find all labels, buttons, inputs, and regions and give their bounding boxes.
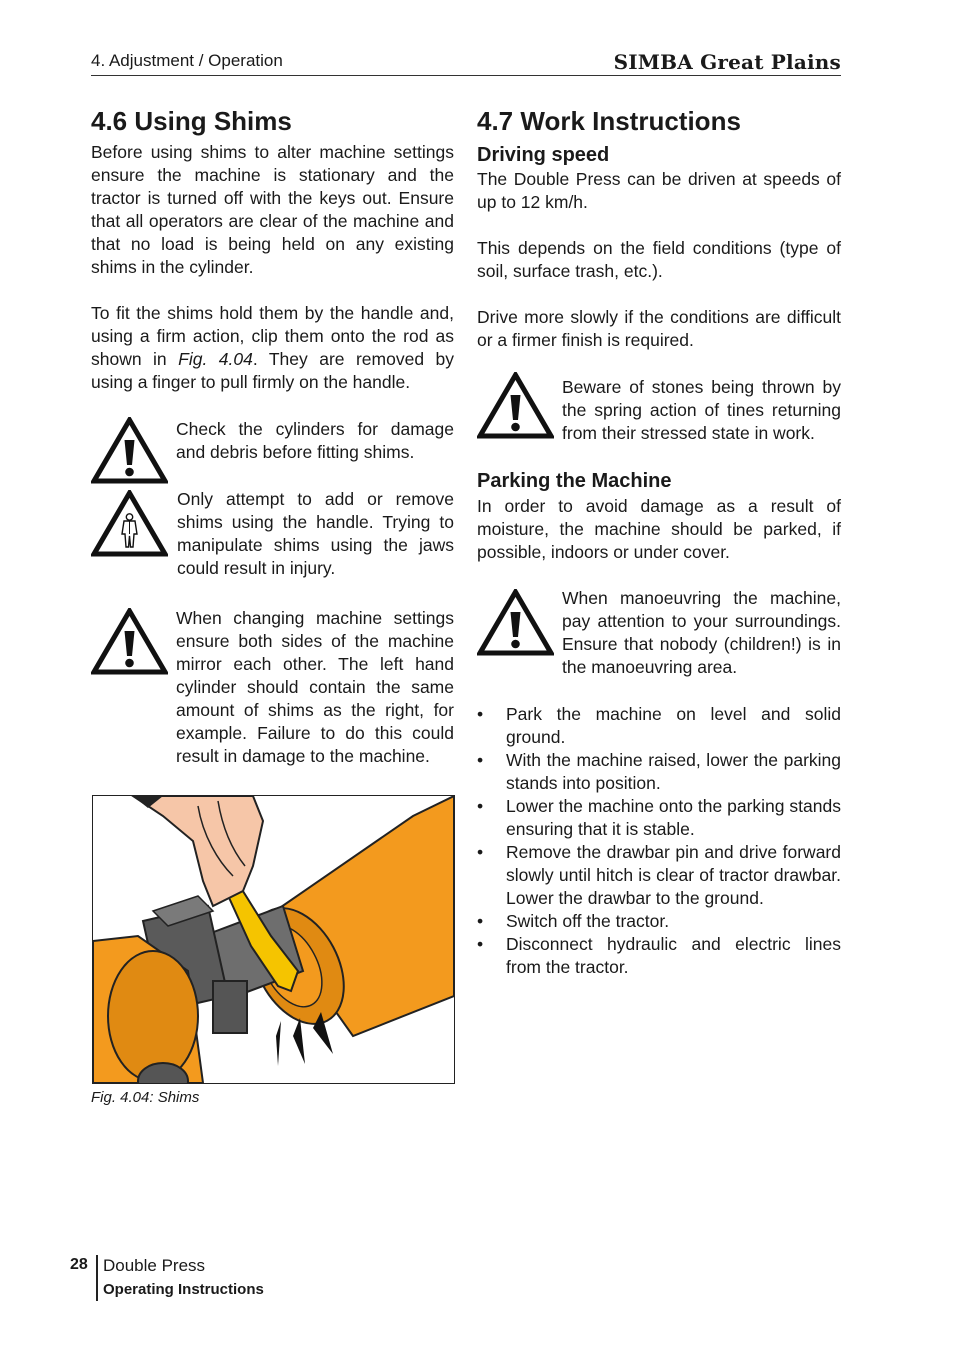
driving-paragraph-3: Drive more slowly if the conditions are difficult or a firmer finish is required. <box>477 307 841 350</box>
section-title-work-instructions: 4.7 Work Instructions <box>477 106 741 136</box>
using-shims-paragraph-1: Before using shims to alter machine settings ensure the machine is stationary and the tractor is turned off with the keys out. Ensure that all operators are clear of the machine and that no load is being held on any existing shims in the cylinder. <box>91 142 454 277</box>
warning-triangle-icon <box>91 417 168 484</box>
figure-shims-illustration <box>92 795 455 1084</box>
section-title-using-shims: 4.6 Using Shims <box>91 106 292 136</box>
figure-caption: Fig. 4.04: Shims <box>91 1089 200 1106</box>
header-section-label: 4. Adjustment / Operation <box>91 51 283 70</box>
hand-illustration <box>133 796 263 906</box>
warning-triangle-icon <box>91 608 168 675</box>
warning-text-check-cylinders: Check the cylinders for damage and debris before fitting shims. <box>176 419 454 462</box>
driving-paragraph-1: The Double Press can be driven at speeds of up to 12 km/h. <box>477 169 841 212</box>
list-item: • Park the machine on level and solid ground. <box>477 703 841 749</box>
warning-text-use-handle: Only attempt to add or remove shims using the handle. Trying to manipulate shims using the jaws could result in injury. <box>177 489 454 578</box>
protective-clothing-icon <box>91 490 168 557</box>
footer-document-subtitle: Operating Instructions <box>103 1281 264 1298</box>
parking-steps-list <box>477 703 841 979</box>
brand-logo: SIMBA Great Plains <box>613 50 841 74</box>
page-number: 28 <box>70 1256 88 1273</box>
list-item: • Switch off the tractor. <box>477 910 841 933</box>
warning-triangle-icon <box>477 372 554 439</box>
parking-paragraph-1: In order to avoid damage as a result of moisture, the machine should be parked, if possible, indoors or under cover. <box>477 496 841 562</box>
using-shims-paragraph-2: To fit the shims hold them by the handle and, using a firm action, clip them onto the rod as shown in Fig. 4.04. They are removed by using a finger to pull firmly on the handle. <box>91 303 454 392</box>
list-item: • Disconnect hydraulic and electric lines from the tractor. <box>477 933 841 979</box>
driving-paragraph-2: This depends on the field conditions (type of soil, surface trash, etc.). <box>477 238 841 281</box>
list-item: • Lower the machine onto the parking stands ensuring that it is stable. <box>477 795 841 841</box>
footer-document-title: Double Press <box>103 1256 206 1275</box>
footer-divider <box>96 1255 98 1301</box>
subheading-parking: Parking the Machine <box>477 470 672 492</box>
warning-text-stones: Beware of stones being thrown by the spring action of tines returning from their stressed state in work. <box>562 377 841 443</box>
list-item: • Remove the drawbar pin and drive forward slowly until hitch is clear of tractor drawbar. Lower the drawbar to the ground. <box>477 841 841 910</box>
subheading-driving-speed: Driving speed <box>477 144 610 166</box>
warning-triangle-icon <box>477 589 554 656</box>
figure-reference: Fig. 4.04 <box>178 349 253 369</box>
header-divider <box>91 75 841 76</box>
list-item: • With the machine raised, lower the parking stands into position. <box>477 749 841 795</box>
warning-text-mirror-settings: When changing machine settings ensure both sides of the machine mirror each other. The left hand cylinder should contain the same amount of shims as the right, for example. Failure to do this could result in damage to the machine. <box>176 608 454 766</box>
warning-text-manoeuvring: When manoeuvring the machine, pay attention to your surroundings. Ensure that nobody (children!) is in the manoeuvring area. <box>562 588 841 677</box>
